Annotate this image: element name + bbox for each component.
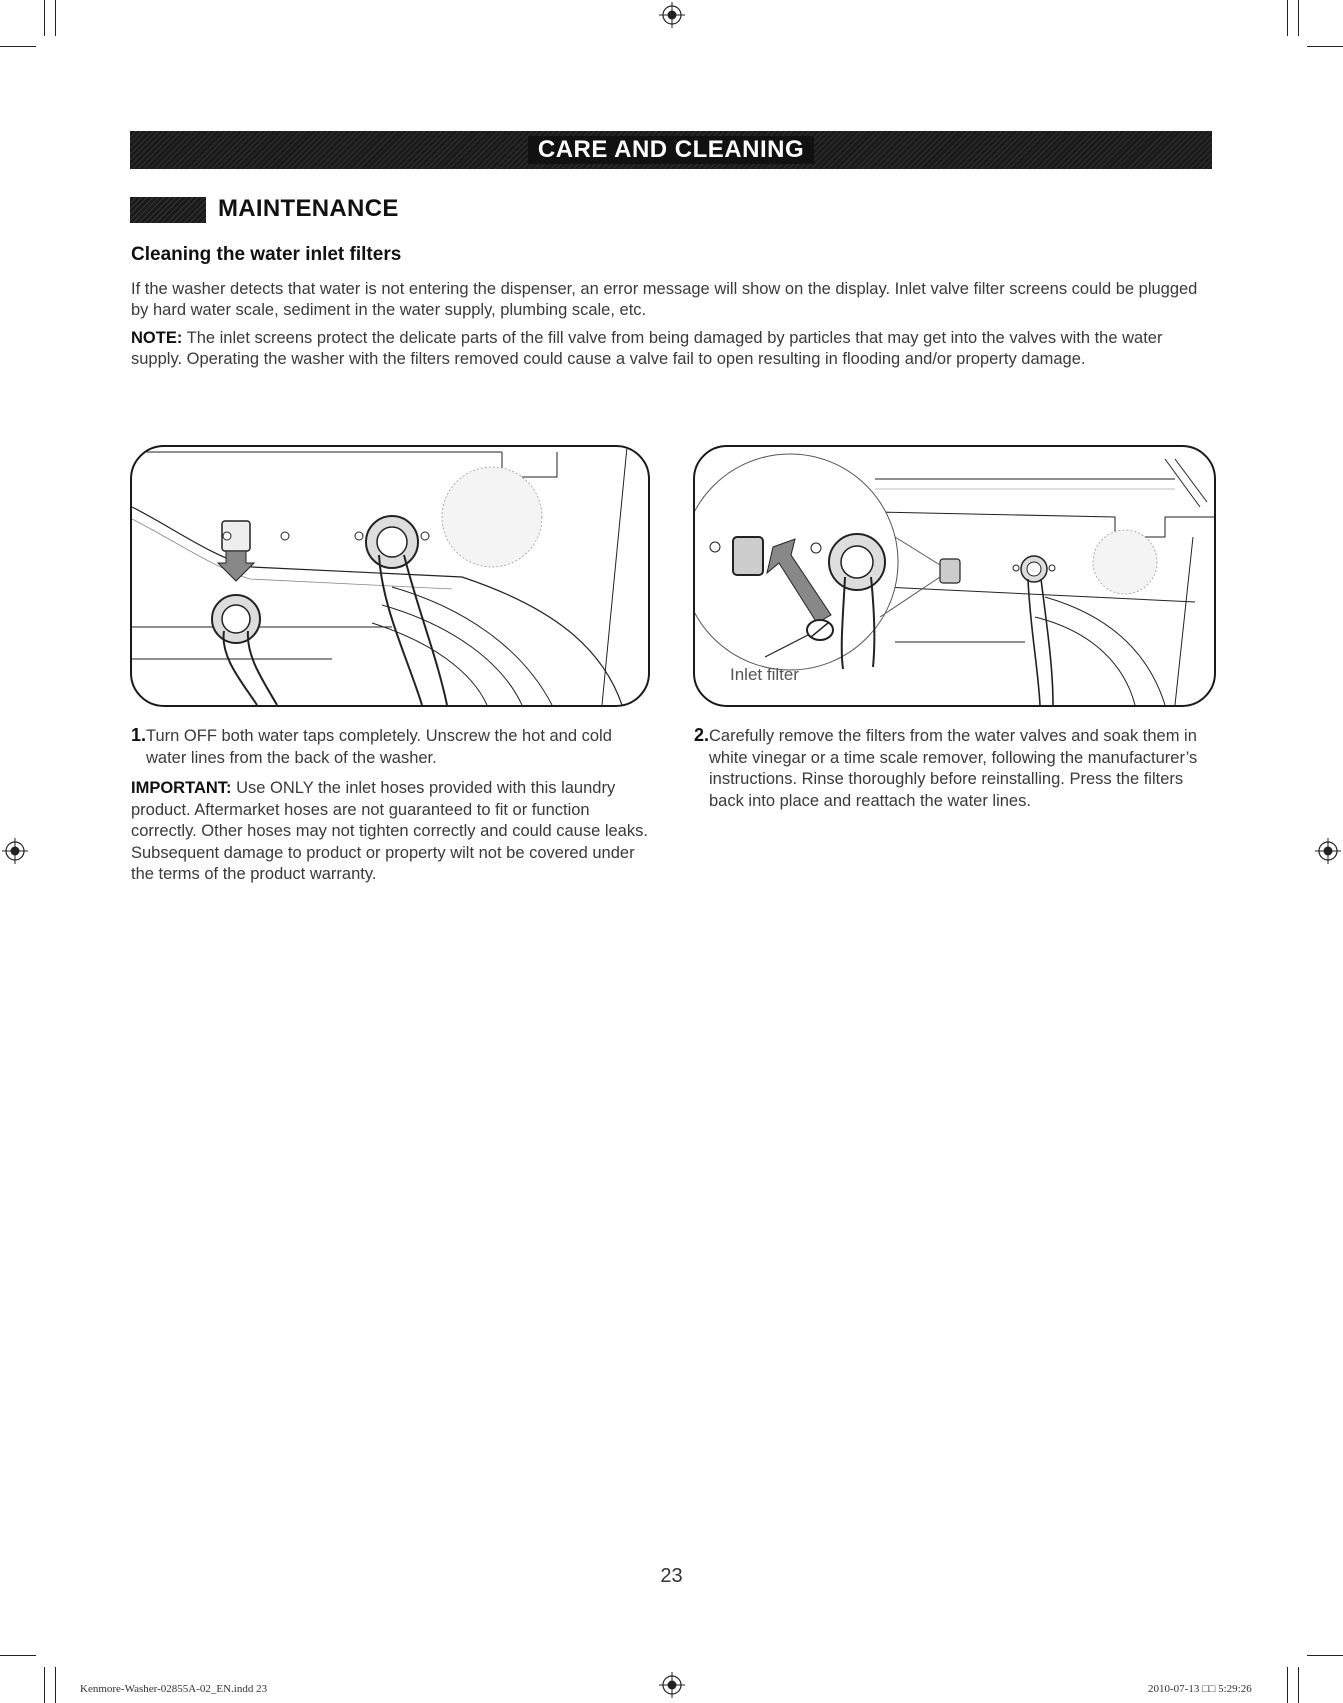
crop-mark [1298,0,1299,36]
crop-mark [1298,1667,1299,1703]
crop-mark [1307,46,1343,47]
step-2-number: 2. [694,725,710,745]
crop-mark [1287,1667,1288,1703]
subsection-title: Cleaning the water inlet filters [131,244,402,265]
registration-mark-icon [659,2,685,28]
intro-paragraph: If the washer detects that water is not entering the dispenser, an error message will show on the display. Inlet valve filter screens could be plugged by hard water scale, sediment in the water supply, plumbing scale, etc. [131,280,1198,319]
crop-mark [55,1667,56,1703]
step-2-column [694,725,1214,821]
crop-mark [44,1667,45,1703]
crop-mark [1307,1655,1343,1656]
crop-mark [44,0,45,36]
step-1-number: 1. [131,725,147,745]
important-label: IMPORTANT: [131,779,232,797]
crop-mark [0,46,36,47]
step-1 [131,725,651,769]
chapter-title: CARE AND CLEANING [528,136,814,164]
step-2-text: Carefully remove the filters from the water valves and soak them in white vinegar or a time scale remover, following the manufacturer’s instructions. Rinse thoroughly before reinstalling. Press the filters back into place and reattach the water lines. [709,727,1198,810]
figure-unscrew-hoses [130,445,650,707]
registration-mark-icon [2,838,28,864]
crop-mark [0,1655,36,1656]
page-number: 23 [660,1565,683,1587]
note-paragraph [131,328,1213,370]
note-label: NOTE: [131,329,183,347]
step-2 [694,725,1214,812]
note-text: The inlet screens protect the delicate parts of the fill valve from being damaged by particles that may get into the valves with the water supply. Operating the washer with the filters removed could cause a valve fail to open resulting in flooding and/or property damage. [131,329,1163,368]
step-1-text: Turn OFF both water taps completely. Unscrew the hot and cold water lines from the back of the washer. [146,727,612,767]
section-marker [130,197,206,223]
chapter-banner [130,131,1212,169]
section-title: MAINTENANCE [218,195,399,222]
footer-date: 2010-07-13 □□ 5:29:26 [1148,1683,1252,1695]
important-note [131,778,651,886]
footer-file-name: Kenmore-Washer-02855A-02_EN.indd 23 [80,1683,268,1695]
crop-mark [1287,0,1288,36]
important-text: Use ONLY the inlet hoses provided with this laundry product. Aftermarket hoses are not guaranteed to fit or function correctly. Other hoses may not tighten correctly and could cause leaks. Subsequent damage to product or property wilt not be covered under the terms of the product warranty. [131,779,648,883]
crop-mark [55,0,56,36]
figure-remove-filters [693,445,1216,707]
inlet-filter-callout-label: Inlet filter [730,665,799,684]
registration-mark-icon [1315,838,1341,864]
registration-mark-icon [659,1672,685,1698]
step-1-column [131,725,651,895]
washer-back-illustration [132,447,648,705]
